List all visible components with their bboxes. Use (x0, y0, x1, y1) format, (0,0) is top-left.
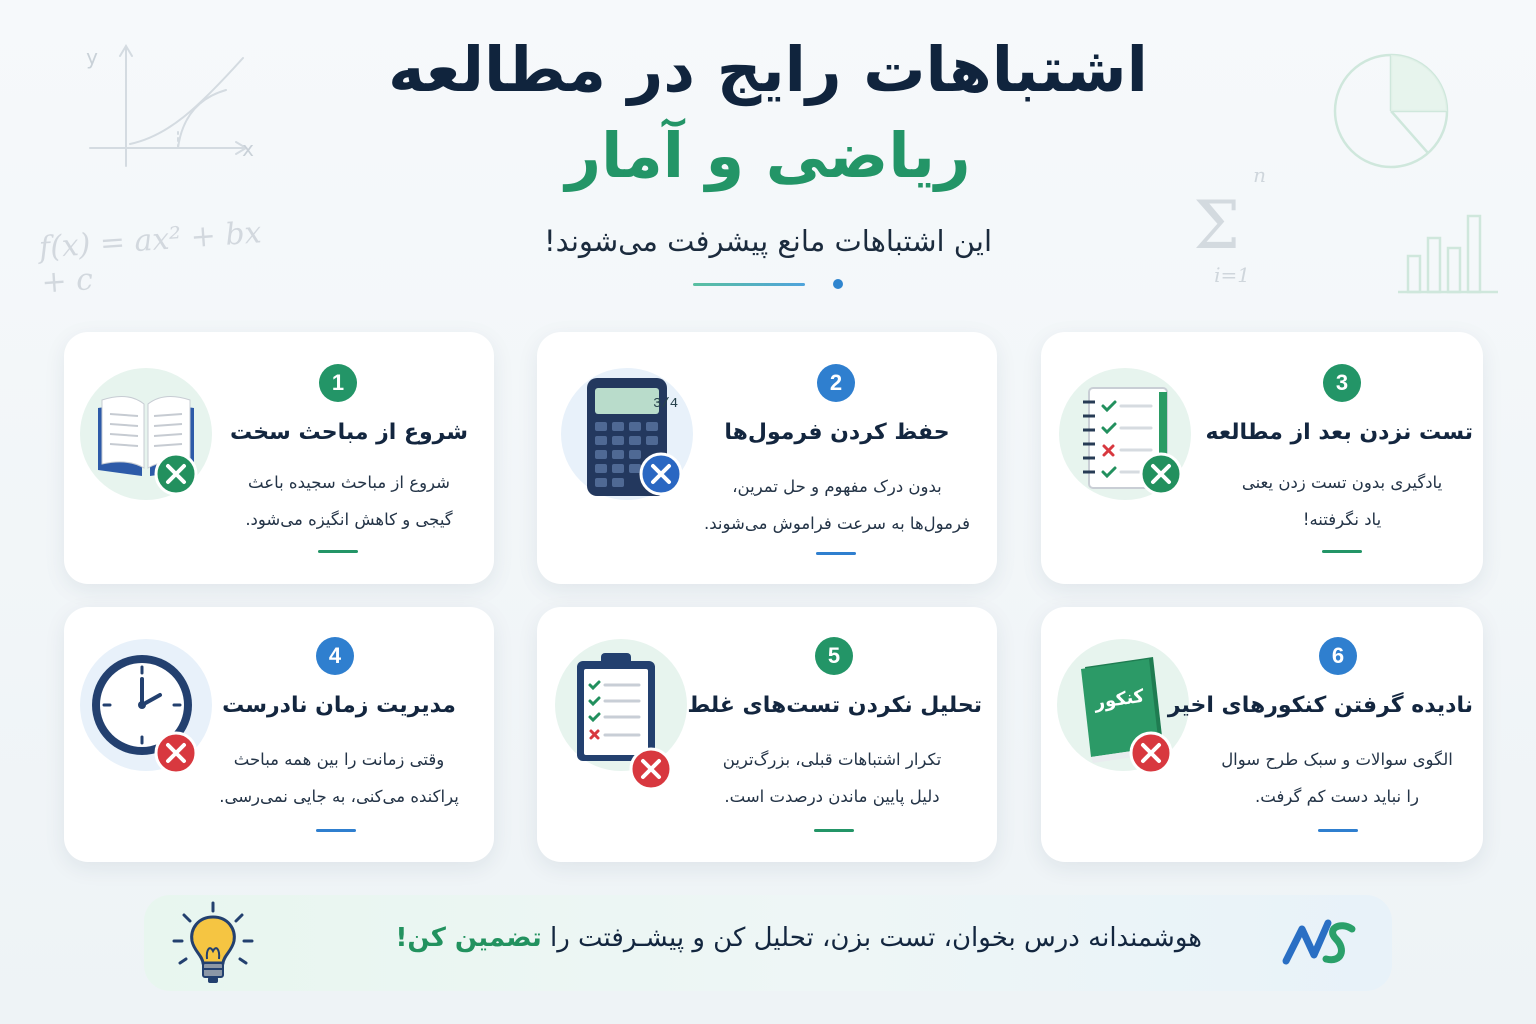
mistake-card-5 (537, 607, 997, 862)
card-underline (1322, 550, 1362, 553)
card-description (1211, 464, 1473, 538)
footer-accent-text: تضمین کن! (395, 923, 542, 953)
calculator-screen: 3/4 (653, 396, 679, 412)
mistake-card-2 (537, 332, 997, 584)
card-description (697, 741, 967, 815)
error-mark-icon (154, 452, 198, 496)
description-line: را نباید دست کم گرفت. (1255, 787, 1419, 806)
card-description (224, 464, 474, 538)
description-line: الگوی سوالات و سبک طرح سوال (1221, 750, 1453, 769)
graph-axis-x-label: x (242, 137, 254, 161)
error-mark-icon (639, 452, 683, 496)
card-title: شروع از مباحث سخت (230, 420, 468, 445)
card-title: تست نزدن بعد از مطالعه (1205, 420, 1473, 445)
card-underline (816, 552, 856, 555)
card-description (697, 468, 977, 542)
formula-decoration: f(x) = ax² + bx + c (37, 215, 263, 301)
page-title-highlight: ریاضی و آمار (565, 119, 971, 192)
mistake-card-6 (1041, 607, 1483, 862)
mistake-card-4 (64, 607, 494, 862)
sigma-bottom-label: i=1 (1214, 263, 1250, 287)
lightbulb-icon (170, 899, 256, 989)
graph-axis-y-label: y (86, 45, 98, 69)
step-number-badge: 2 (817, 364, 855, 402)
description-line: فرمول‌ها به سرعت فراموش می‌شوند. (704, 514, 970, 533)
description-line: پراکنده می‌کنی، به جایی نمی‌رسی. (219, 787, 459, 806)
description-line: گیجی و کاهش انگیزه می‌شود. (245, 510, 453, 529)
header (0, 24, 1536, 290)
footer-message (395, 923, 1202, 953)
card-underline (814, 829, 854, 832)
book-cover-label: کنکور (1093, 685, 1146, 714)
page-subtitle: این اشتباهات مانع پیشرفت می‌شوند! (543, 224, 992, 258)
card-title: مدیریت زمان نادرست (222, 693, 456, 718)
step-number-badge: 4 (316, 637, 354, 675)
error-mark-icon (1129, 731, 1173, 775)
error-mark-icon (1139, 452, 1183, 496)
sigma-top-label: n (1253, 163, 1266, 187)
description-line: وقتی زمانت را بین همه مباحث (233, 750, 445, 769)
card-title: نادیده گرفتن کنکورهای اخیر (1167, 693, 1473, 718)
card-title: حفظ کردن فرمول‌ها (724, 420, 950, 445)
footer-banner (144, 895, 1392, 991)
card-underline (318, 550, 358, 553)
page-title: اشتباهات رایج در مطالعه (388, 33, 1148, 106)
step-number-badge: 1 (319, 364, 357, 402)
card-description (204, 741, 474, 815)
description-line: یادگیری بدون تست زدن یعنی (1241, 473, 1443, 492)
description-line: تکرار اشتباهات قبلی، بزرگ‌ترین (722, 750, 942, 769)
svg-text:Σ: Σ (1193, 187, 1240, 264)
mistake-card-3 (1041, 332, 1483, 584)
card-underline (316, 829, 356, 832)
step-number-badge: 6 (1319, 637, 1357, 675)
description-line: یاد نگرفتنه! (1302, 510, 1382, 529)
card-underline (1318, 829, 1358, 832)
mistake-card-1 (64, 332, 494, 584)
footer-text: هوشمندانه درس بخوان، تست بزن، تحلیل کن و پیشـرفتت را (541, 923, 1202, 953)
card-description (1201, 741, 1473, 815)
header-divider (693, 278, 843, 290)
brand-logo (1280, 915, 1358, 971)
error-mark-icon (154, 731, 198, 775)
description-line: بدون درک مفهوم و حل تمرین، (732, 477, 942, 496)
description-line: دلیل پایین ماندن درصدت است. (724, 787, 940, 806)
error-mark-icon (629, 747, 673, 791)
card-title: تحلیل نکردن تست‌های غلط (687, 693, 982, 718)
description-line: شروع از مباحث سجیده باعث (248, 473, 450, 492)
step-number-badge: 3 (1323, 364, 1361, 402)
step-number-badge: 5 (815, 637, 853, 675)
